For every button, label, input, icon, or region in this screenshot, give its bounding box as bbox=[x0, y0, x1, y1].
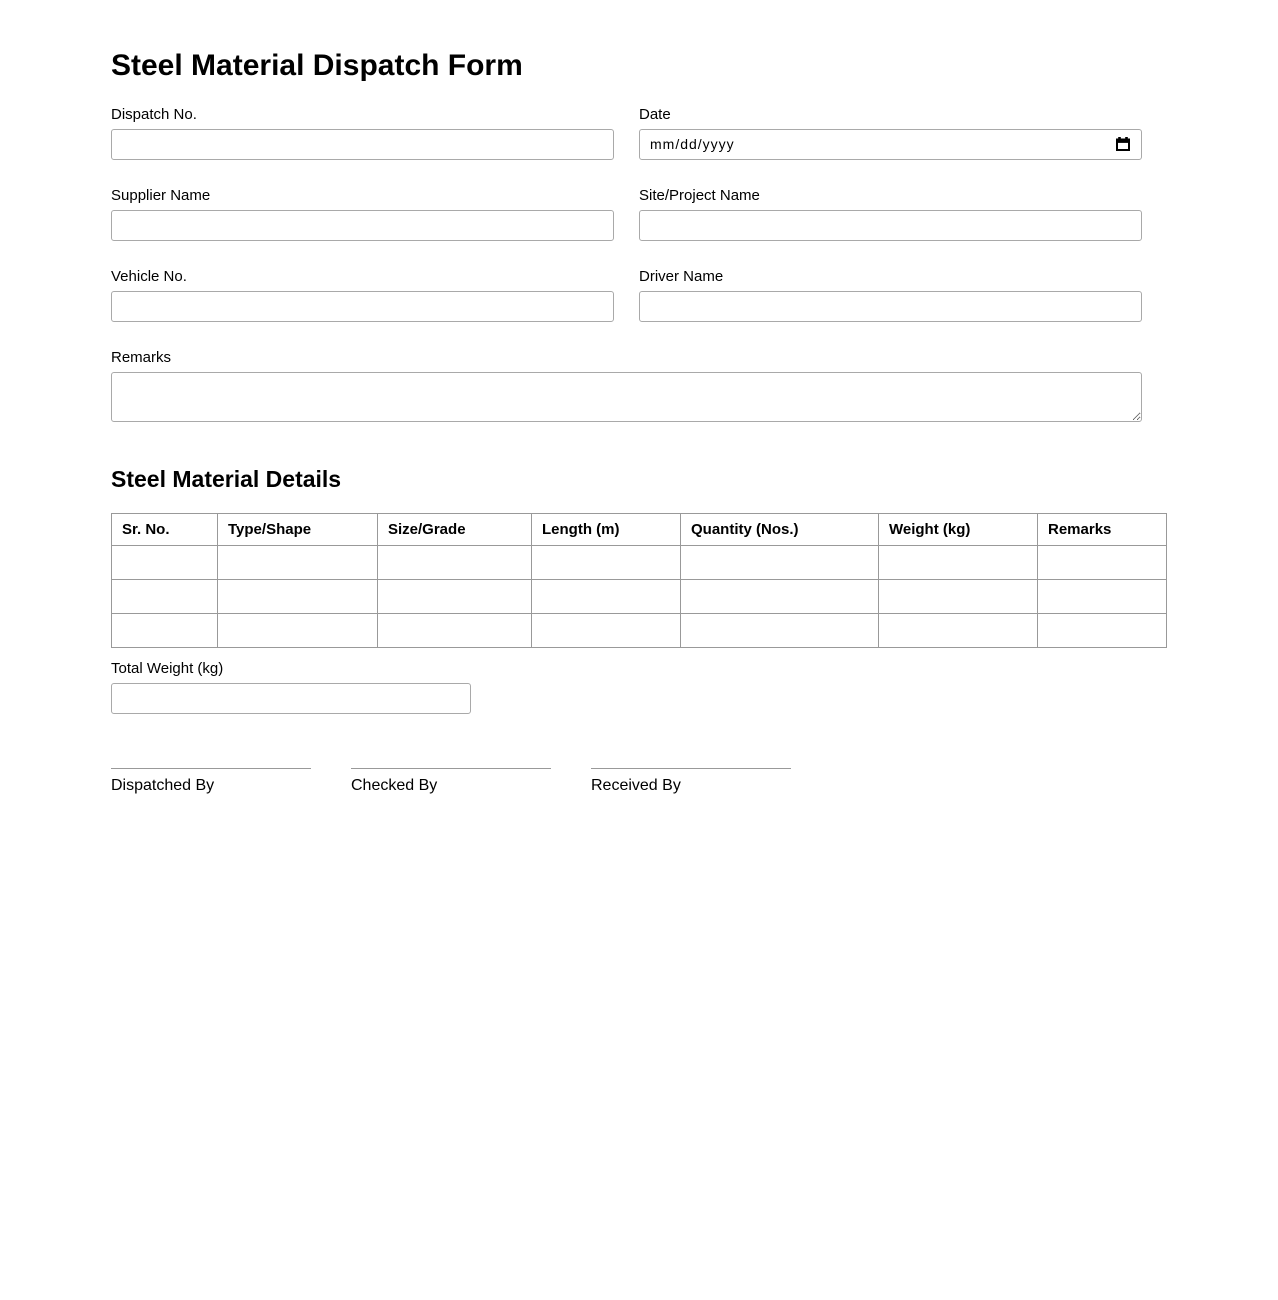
table-cell bbox=[112, 545, 218, 579]
received-by-label: Received By bbox=[591, 776, 681, 794]
column-header: Type/Shape bbox=[218, 513, 378, 545]
calendar-icon[interactable] bbox=[1115, 136, 1131, 152]
form-content bbox=[111, 0, 1166, 795]
table-cell bbox=[218, 613, 378, 647]
form-grid bbox=[111, 106, 1142, 349]
details-table-body bbox=[112, 545, 1167, 647]
table-cell bbox=[681, 613, 879, 647]
section-heading: Steel Material Details bbox=[111, 465, 342, 492]
total-weight-input[interactable] bbox=[111, 683, 471, 714]
table-row bbox=[112, 579, 1167, 613]
table-cell bbox=[1038, 579, 1167, 613]
table-cell bbox=[378, 579, 532, 613]
table-cell bbox=[218, 579, 378, 613]
table-cell bbox=[378, 545, 532, 579]
driver-name-field-group bbox=[639, 268, 1142, 322]
supplier-name-input[interactable] bbox=[111, 210, 614, 241]
table-cell bbox=[681, 545, 879, 579]
remarks-label: Remarks bbox=[111, 348, 172, 366]
dispatch-no-input[interactable] bbox=[111, 129, 614, 160]
total-weight-field-group bbox=[111, 660, 1166, 714]
dispatched-by-label: Dispatched By bbox=[111, 776, 215, 794]
supplier-name-label: Supplier Name bbox=[111, 186, 211, 204]
vehicle-no-input[interactable] bbox=[111, 291, 614, 322]
site-project-name-input[interactable] bbox=[639, 210, 1142, 241]
column-header: Size/Grade bbox=[378, 513, 532, 545]
table-cell bbox=[879, 613, 1038, 647]
site-project-name-field-group bbox=[639, 187, 1142, 241]
remarks-field-group bbox=[111, 349, 1142, 422]
driver-name-label: Driver Name bbox=[639, 267, 724, 285]
table-cell bbox=[1038, 545, 1167, 579]
table-row bbox=[112, 613, 1167, 647]
column-header: Length (m) bbox=[532, 513, 681, 545]
supplier-name-field-group bbox=[111, 187, 614, 241]
signature-block-dispatched-by bbox=[111, 768, 311, 795]
date-placeholder: mm/dd/yyyy bbox=[650, 136, 735, 152]
site-project-name-label: Site/Project Name bbox=[639, 186, 760, 204]
signatures-row bbox=[111, 768, 1166, 795]
date-label: Date bbox=[639, 105, 671, 123]
details-table bbox=[111, 513, 1167, 648]
table-cell bbox=[879, 579, 1038, 613]
column-header: Weight (kg) bbox=[879, 513, 1038, 545]
page-title: Steel Material Dispatch Form bbox=[111, 49, 523, 82]
details-table-header-row bbox=[112, 513, 1167, 545]
table-cell bbox=[378, 613, 532, 647]
table-cell bbox=[218, 545, 378, 579]
table-cell bbox=[112, 579, 218, 613]
dispatch-no-field-group bbox=[111, 106, 614, 160]
table-cell bbox=[1038, 613, 1167, 647]
vehicle-no-label: Vehicle No. bbox=[111, 267, 187, 285]
column-header: Quantity (Nos.) bbox=[681, 513, 879, 545]
remarks-textarea[interactable] bbox=[111, 372, 1142, 422]
table-cell bbox=[681, 579, 879, 613]
checked-by-label: Checked By bbox=[351, 776, 438, 794]
table-cell bbox=[112, 613, 218, 647]
column-header: Sr. No. bbox=[112, 513, 218, 545]
table-row bbox=[112, 545, 1167, 579]
date-field-group bbox=[639, 106, 1142, 160]
driver-name-input[interactable] bbox=[639, 291, 1142, 322]
date-input[interactable] bbox=[639, 129, 1142, 160]
signature-block-checked-by bbox=[351, 768, 551, 795]
table-cell bbox=[879, 545, 1038, 579]
table-cell bbox=[532, 579, 681, 613]
signature-block-received-by bbox=[591, 768, 791, 795]
dispatch-no-label: Dispatch No. bbox=[111, 105, 197, 123]
vehicle-no-field-group bbox=[111, 268, 614, 322]
table-cell bbox=[532, 545, 681, 579]
table-cell bbox=[532, 613, 681, 647]
column-header: Remarks bbox=[1038, 513, 1167, 545]
total-weight-label: Total Weight (kg) bbox=[111, 659, 224, 677]
